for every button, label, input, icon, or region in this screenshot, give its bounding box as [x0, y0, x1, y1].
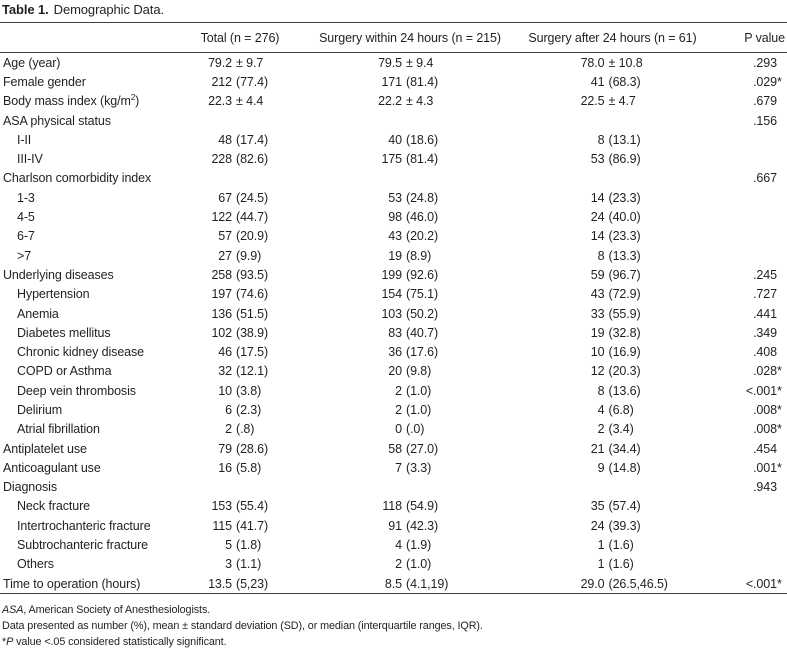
row-label: Diabetes mellitus [17, 325, 111, 340]
table-row [0, 516, 787, 535]
table-row [0, 53, 787, 72]
row-label: Diagnosis [3, 480, 57, 495]
row-label: Underlying diseases [3, 267, 114, 282]
data-cell: 258 (93.5) [211, 267, 269, 282]
data-cell: 8.5 (4.1,19) [384, 576, 449, 591]
table-row [0, 111, 787, 130]
data-cell: 2 (1.0) [395, 557, 432, 572]
table-row [0, 169, 787, 188]
data-cell: 6 (2.3) [225, 402, 262, 417]
row-label: Atrial fibrillation [17, 422, 100, 437]
p-value-cell: .441 [753, 306, 777, 321]
data-cell: 12 (20.3) [590, 364, 641, 379]
data-cell: 32 (12.1) [218, 364, 269, 379]
row-label: Female gender [3, 74, 86, 89]
table-row [0, 207, 787, 226]
data-cell: 46 (17.5) [218, 345, 269, 360]
data-cell: 212 (77.4) [211, 74, 269, 89]
data-cell: 14 (23.3) [590, 229, 641, 244]
table-row [0, 439, 787, 458]
p-value-cell: .408 [753, 345, 777, 360]
data-cell: 103 (50.2) [381, 306, 439, 321]
data-cell: 40 (18.6) [388, 132, 439, 147]
row-label: Subtrochanteric fracture [17, 538, 148, 553]
table-row [0, 497, 787, 516]
data-cell: 118 (54.9) [382, 499, 439, 514]
data-cell: 19 (8.9) [388, 248, 432, 263]
table-row [0, 381, 787, 400]
data-cell: 171 (81.4) [381, 74, 439, 89]
table-row [0, 72, 787, 91]
footnote-abbreviation [2, 602, 787, 618]
data-cell: 153 (55.4) [211, 499, 269, 514]
data-cell: 67 (24.5) [218, 190, 269, 205]
row-label: Delirium [17, 402, 63, 417]
footnotes [0, 602, 787, 650]
p-value-cell: .156 [753, 113, 777, 128]
p-value-cell: .349 [753, 325, 777, 340]
data-cell: 21 (34.4) [590, 441, 641, 456]
data-cell: 48 (17.4) [218, 132, 269, 147]
data-cell: 24 (39.3) [590, 518, 641, 533]
data-cell: 2 (3.4) [597, 422, 634, 437]
data-cell: 20 (9.8) [388, 364, 432, 379]
column-header-surgery-after-24h: Surgery after 24 hours (n = 61) [528, 30, 697, 45]
table-row [0, 265, 787, 284]
data-cell: 91 (42.3) [388, 518, 439, 533]
row-label: Body mass index $(kg/m^2)$ [3, 93, 140, 109]
data-cell: 228 (82.6) [211, 152, 269, 167]
data-cell: 53 (24.8) [388, 190, 439, 205]
data-cell: 9 (14.8) [597, 460, 641, 475]
data-cell: 78.0 ± 10.8 [580, 55, 643, 70]
data-cell: 79.2 ± 9.7 [208, 55, 264, 70]
table-body [0, 53, 787, 593]
p-value-cell: .029 * [753, 74, 782, 89]
footnote-abbreviation-term: ASA [2, 604, 24, 617]
table-row [0, 400, 787, 419]
data-cell: 154 (75.1) [381, 287, 439, 302]
row-label: I-II [17, 132, 32, 147]
table-header-row [0, 23, 787, 53]
data-cell: 33 (55.9) [590, 306, 641, 321]
data-cell: 43 (72.9) [590, 287, 641, 302]
data-cell: 79.5 ± 9.4 [378, 55, 434, 70]
data-cell: 2 (1.0) [395, 402, 432, 417]
table-row [0, 285, 787, 304]
p-value-cell: .727 [753, 287, 777, 302]
row-label: Time to operation (hours) [3, 576, 141, 591]
data-cell: 36 (17.6) [388, 345, 439, 360]
table-title-label: Table 1. [2, 2, 49, 17]
row-label: Anticoagulant use [3, 460, 101, 475]
row-label: Intertrochanteric fracture [17, 518, 151, 533]
row-label: Chronic kidney disease [17, 345, 145, 360]
p-value-cell: <.001 * [745, 383, 782, 398]
row-label: Anemia [17, 306, 59, 321]
p-value-cell: <.001 * [745, 576, 782, 591]
data-cell: 29.0 (26.5,46.5) [580, 576, 668, 591]
footnote-significance-text: value <.05 considered statistically significant. [13, 636, 227, 649]
column-header-surgery-within-24h: Surgery within 24 hours (n = 215) [319, 30, 501, 45]
data-cell: 83 (40.7) [388, 325, 439, 340]
table-row [0, 149, 787, 168]
p-value-cell: .667 [753, 171, 777, 186]
p-value-cell: .293 [753, 55, 777, 70]
table-row [0, 130, 787, 149]
row-label: 6-7 [17, 229, 35, 244]
data-cell: 115 (41.7) [212, 518, 269, 533]
data-cell: 3 (1.1) [225, 557, 262, 572]
footnote-abbreviation-text: , American Society of Anesthesiologists. [23, 604, 211, 617]
p-value-cell: .245 [753, 267, 777, 282]
data-cell: 10 (16.9) [590, 345, 641, 360]
data-cell: 5 (1.8) [225, 538, 262, 553]
table-row [0, 188, 787, 207]
data-cell: 58 (27.0) [388, 441, 439, 456]
row-label: ASA physical status [3, 113, 111, 128]
data-cell: 10 (3.8) [218, 383, 262, 398]
data-cell: 14 (23.3) [590, 190, 641, 205]
data-cell: 22.3 ± 4.4 [208, 94, 264, 109]
p-value-cell: .008 * [753, 402, 782, 417]
row-label: Others [17, 557, 54, 572]
footnote-significance [2, 634, 787, 650]
table-row [0, 304, 787, 323]
data-cell: 1 (1.6) [597, 538, 634, 553]
table-row [0, 362, 787, 381]
table-row [0, 478, 787, 497]
table-row [0, 420, 787, 439]
data-cell: 4 (6.8) [597, 402, 634, 417]
table-row [0, 323, 787, 342]
row-label: 1-3 [17, 190, 35, 205]
data-cell: 24 (40.0) [590, 210, 641, 225]
demographic-table [0, 22, 787, 594]
data-cell: 22.5 ± 4.7 [580, 94, 636, 109]
row-label: Charlson comorbidity index [3, 171, 152, 186]
data-cell: 27 (9.9) [218, 248, 262, 263]
data-cell: 35 (57.4) [590, 499, 641, 514]
table-row [0, 555, 787, 574]
data-cell: 22.2 ± 4.3 [378, 94, 434, 109]
p-value-cell: .454 [753, 441, 777, 456]
data-cell: 13.5 (5,23) [208, 576, 269, 591]
row-label: Antiplatelet use [3, 441, 87, 456]
data-cell: 175 (81.4) [381, 152, 439, 167]
data-cell: 2 (.8) [225, 422, 255, 437]
row-label: Neck fracture [17, 499, 91, 514]
data-cell: 98 (46.0) [388, 210, 439, 225]
data-cell: 0 (.0) [395, 422, 425, 437]
table-row [0, 227, 787, 246]
data-cell: 43 (20.2) [388, 229, 439, 244]
data-cell: 57 (20.9) [218, 229, 269, 244]
table-row [0, 92, 787, 111]
row-label: COPD or Asthma [17, 364, 112, 379]
data-cell: 199 (92.6) [381, 267, 439, 282]
table-row [0, 342, 787, 361]
row-label: Deep vein thrombosis [17, 383, 136, 398]
data-cell: 41 (68.3) [590, 74, 641, 89]
row-label: 4-5 [17, 210, 35, 225]
data-cell: 59 (96.7) [590, 267, 641, 282]
data-cell: 8 (13.3) [597, 248, 641, 263]
data-cell: 122 (44.7) [211, 210, 269, 225]
data-cell: 8 (13.1) [597, 132, 641, 147]
column-header-total: Total (n = 276) [200, 30, 280, 45]
p-value-cell: .001 * [753, 460, 782, 475]
data-cell: 8 (13.6) [597, 383, 641, 398]
table-row [0, 246, 787, 265]
data-cell: 4 (1.9) [395, 538, 432, 553]
row-label: Age (year) [3, 55, 61, 70]
row-label: >7 [17, 248, 32, 263]
row-label: III-IV [17, 152, 43, 167]
data-cell: 79 (28.6) [218, 441, 269, 456]
table-row [0, 574, 787, 593]
column-header-p-value: P value [744, 30, 785, 45]
data-cell: 7 (3.3) [395, 460, 432, 475]
data-cell: 19 (32.8) [590, 325, 641, 340]
data-cell: 197 (74.6) [211, 287, 269, 302]
data-cell: 136 (51.5) [211, 306, 269, 321]
p-value-cell: .008 * [753, 422, 782, 437]
footnote-significance-p: P [6, 636, 14, 649]
p-value-cell: .943 [753, 480, 777, 495]
data-cell: 16 (5.8) [218, 460, 262, 475]
table-row [0, 458, 787, 477]
table-row [0, 535, 787, 554]
data-cell: 2 (1.0) [395, 383, 432, 398]
data-cell: 1 (1.6) [597, 557, 634, 572]
p-value-cell: .679 [753, 94, 777, 109]
table-title-text: Demographic Data. [53, 2, 164, 17]
table-title [0, 0, 787, 22]
data-cell: 53 (86.9) [590, 152, 641, 167]
data-cell: 102 (38.9) [211, 325, 269, 340]
p-value-cell: .028 * [753, 364, 782, 379]
row-label: Hypertension [17, 287, 90, 302]
footnote-data-format: Data presented as number (%), mean ± standard deviation (SD), or median (interquartile ranges, IQR). [2, 620, 483, 633]
footnote-significance-star: * [2, 636, 7, 649]
